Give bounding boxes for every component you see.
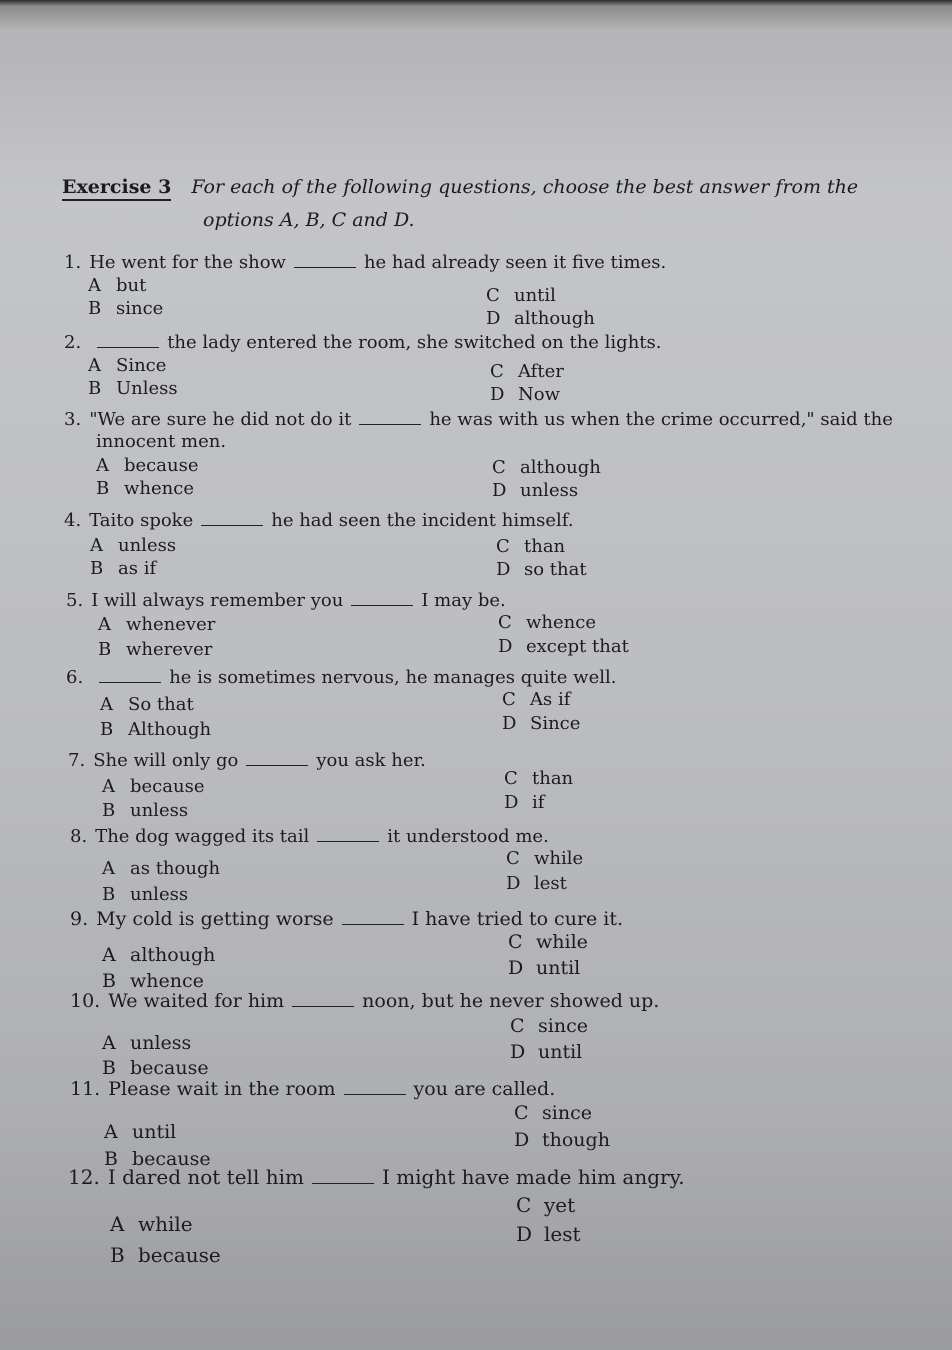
option-text: Since — [530, 713, 581, 734]
option-text: whenever — [126, 614, 216, 635]
question-5-option-b — [98, 639, 212, 660]
exercise-label: Exercise 3 — [62, 176, 171, 201]
question-2-option-b — [88, 378, 178, 399]
option-letter: B — [88, 298, 102, 319]
option-text: while — [138, 1212, 193, 1236]
option-text: wherever — [126, 639, 213, 660]
option-letter: D — [504, 792, 519, 813]
option-text: although — [514, 308, 595, 329]
question-11-blank — [344, 1093, 406, 1095]
question-11-number: 11. — [70, 1078, 101, 1100]
question-7-option-c — [504, 768, 573, 789]
option-letter: C — [514, 1102, 529, 1124]
option-text: so that — [524, 559, 587, 580]
option-letter: D — [498, 636, 513, 657]
option-letter: A — [102, 944, 116, 966]
question-10-option-d — [510, 1041, 582, 1063]
question-7-option-a — [102, 776, 204, 797]
option-text: because — [132, 1148, 211, 1170]
question-3-option-b — [96, 478, 194, 499]
question-6-option-d — [502, 713, 580, 734]
option-letter: A — [96, 455, 109, 476]
option-letter: A — [102, 776, 115, 797]
option-text: though — [542, 1129, 610, 1151]
question-10-option-c — [510, 1015, 588, 1037]
option-text: yet — [544, 1193, 576, 1217]
question-9-number: 9. — [70, 908, 89, 930]
question-8-text-after: it understood me. — [387, 826, 549, 847]
question-8-blank — [317, 840, 379, 842]
option-text: because — [124, 455, 199, 476]
question-3-number: 3. — [64, 409, 82, 430]
exercise-header — [62, 176, 862, 231]
option-letter: C — [496, 536, 510, 557]
question-5-blank — [351, 604, 413, 606]
option-text: After — [518, 361, 564, 382]
question-4-text-after: he had seen the incident himself. — [271, 510, 574, 531]
instruction-line-2: options A, B, C and D. — [203, 209, 415, 231]
option-letter: A — [88, 355, 101, 376]
option-text: Although — [128, 719, 212, 740]
question-9-blank — [342, 923, 404, 925]
option-text: unless — [130, 884, 189, 905]
question-12-stem — [68, 1165, 685, 1189]
question-7-option-d — [504, 792, 544, 813]
question-4-option-d — [496, 559, 587, 580]
option-letter: A — [102, 1032, 116, 1054]
question-11-option-d — [514, 1129, 610, 1151]
question-5-option-d — [498, 636, 629, 657]
option-letter: B — [102, 800, 116, 821]
question-3-option-a — [96, 455, 198, 476]
question-3-stem — [64, 409, 893, 430]
question-2-number: 2. — [64, 332, 82, 353]
option-text: as though — [130, 858, 221, 879]
option-letter: C — [504, 768, 518, 789]
question-5-text-after: I may be. — [421, 590, 506, 611]
option-text: while — [536, 931, 588, 953]
option-letter: B — [96, 478, 110, 499]
option-text: because — [138, 1243, 221, 1267]
question-1-option-c — [486, 285, 556, 306]
question-4-text-before: Taito spoke — [89, 510, 194, 531]
question-5-option-c — [498, 612, 596, 633]
question-6-option-c — [502, 689, 570, 710]
question-8-option-a — [102, 858, 220, 879]
option-letter: B — [102, 884, 116, 905]
option-letter: D — [514, 1129, 530, 1151]
option-text: So that — [128, 694, 194, 715]
option-letter: C — [498, 612, 512, 633]
instruction-line-1: For each of the following questions, choose the best answer from the — [191, 176, 859, 198]
question-11-text-before: Please wait in the room — [108, 1078, 336, 1100]
option-letter: D — [510, 1041, 526, 1063]
question-5-number: 5. — [66, 590, 84, 611]
option-letter: B — [102, 1057, 116, 1079]
question-7-text-after: you ask her. — [316, 750, 426, 771]
question-5-text-before: I will always remember you — [91, 590, 344, 611]
option-letter: A — [110, 1212, 125, 1236]
option-text: until — [536, 957, 581, 979]
option-text: unless — [118, 535, 177, 556]
question-3-text-before: "We are sure he did not do it — [89, 409, 352, 430]
option-text: but — [116, 275, 147, 296]
option-letter: A — [98, 614, 111, 635]
question-7-option-b — [102, 800, 188, 821]
option-letter: B — [88, 378, 102, 399]
option-text: As if — [530, 689, 571, 710]
option-text: lest — [534, 873, 567, 894]
option-letter: C — [486, 285, 500, 306]
option-letter: C — [492, 457, 506, 478]
option-text: since — [538, 1015, 588, 1037]
option-letter: C — [508, 931, 523, 953]
option-text: lest — [544, 1222, 581, 1246]
question-6-stem — [66, 667, 616, 688]
option-text: unless — [130, 1032, 192, 1054]
question-4-blank — [201, 524, 263, 526]
question-2-option-c — [490, 361, 564, 382]
option-letter: D — [502, 713, 517, 734]
option-letter: B — [110, 1243, 125, 1267]
option-letter: D — [516, 1222, 533, 1246]
option-letter: C — [506, 848, 520, 869]
question-2-option-a — [88, 355, 166, 376]
question-1-option-a — [88, 275, 146, 296]
question-8-option-d — [506, 873, 567, 894]
question-8-number: 8. — [70, 826, 88, 847]
option-text: since — [542, 1102, 592, 1124]
option-text: unless — [130, 800, 189, 821]
option-text: than — [524, 536, 566, 557]
question-6-option-b — [100, 719, 211, 740]
question-9-option-a — [102, 944, 215, 966]
option-text: until — [514, 285, 556, 306]
question-12-number: 12. — [68, 1165, 100, 1189]
question-1-stem — [64, 252, 666, 273]
question-3-continuation: innocent men. — [96, 431, 227, 452]
option-letter: B — [104, 1148, 118, 1170]
option-letter: C — [502, 689, 516, 710]
question-4-number: 4. — [64, 510, 82, 531]
question-2-text-after: the lady entered the room, she switched on the lights. — [167, 332, 662, 353]
option-letter: B — [90, 558, 104, 579]
question-2-stem — [64, 332, 662, 353]
option-text: because — [130, 1057, 209, 1079]
question-10-text-before: We waited for him — [108, 990, 285, 1012]
option-letter: B — [98, 639, 112, 660]
question-3-blank — [359, 423, 421, 425]
option-letter: D — [496, 559, 511, 580]
question-12-option-d — [516, 1222, 581, 1246]
option-letter: A — [102, 858, 115, 879]
question-11-text-after: you are called. — [413, 1078, 556, 1100]
option-text: unless — [520, 480, 579, 501]
question-7-number: 7. — [68, 750, 86, 771]
option-letter: D — [492, 480, 507, 501]
question-7-text-before: She will only go — [93, 750, 239, 771]
option-letter: C — [510, 1015, 525, 1037]
question-9-text-after: I have tried to cure it. — [411, 908, 624, 930]
question-10-stem — [70, 990, 659, 1012]
option-text: since — [116, 298, 164, 319]
option-text: if — [532, 792, 545, 813]
question-9-stem — [70, 908, 623, 930]
question-12-text-after: I might have made him angry. — [381, 1165, 685, 1189]
question-1-number: 1. — [64, 252, 82, 273]
option-text: Unless — [116, 378, 178, 399]
option-letter: D — [508, 957, 524, 979]
question-1-option-b — [88, 298, 163, 319]
question-9-text-before: My cold is getting worse — [96, 908, 334, 930]
option-text: while — [534, 848, 584, 869]
question-12-option-b — [110, 1243, 221, 1267]
question-10-blank — [292, 1005, 354, 1007]
question-6-blank — [99, 681, 161, 683]
question-9-option-c — [508, 931, 588, 953]
option-letter: D — [486, 308, 501, 329]
option-letter: C — [516, 1193, 532, 1217]
option-letter: A — [88, 275, 101, 296]
question-12-option-a — [110, 1212, 193, 1236]
question-4-stem — [64, 510, 574, 531]
option-letter: A — [90, 535, 103, 556]
question-8-option-b — [102, 884, 188, 905]
question-12-text-before: I dared not tell him — [107, 1165, 304, 1189]
question-12-blank — [312, 1182, 374, 1184]
question-1-option-d — [486, 308, 595, 329]
question-6-text-after: he is sometimes nervous, he manages quite well. — [169, 667, 617, 688]
option-text: except that — [526, 636, 629, 657]
question-4-option-c — [496, 536, 565, 557]
option-text: whence — [130, 970, 204, 992]
question-3-text-after: he was with us when the crime occurred," said the — [429, 409, 893, 430]
option-letter: A — [100, 694, 113, 715]
question-1-text-before: He went for the show — [89, 252, 286, 273]
question-6-option-a — [100, 694, 194, 715]
question-10-number: 10. — [70, 990, 101, 1012]
question-1-text-after: he had already seen it five times. — [363, 252, 667, 273]
option-text: as if — [118, 558, 157, 579]
option-text: because — [130, 776, 205, 797]
question-8-option-c — [506, 848, 583, 869]
option-letter: D — [506, 873, 521, 894]
question-12-option-c — [516, 1193, 575, 1217]
option-text: although — [520, 457, 601, 478]
option-letter: C — [490, 361, 504, 382]
question-11-stem — [70, 1078, 555, 1100]
question-3-option-c — [492, 457, 601, 478]
question-3-option-d — [492, 480, 578, 501]
question-8-text-before: The dog wagged its tail — [95, 826, 310, 847]
question-7-blank — [246, 764, 308, 766]
question-2-blank — [97, 346, 159, 348]
option-text: until — [132, 1121, 177, 1143]
option-letter: B — [102, 970, 116, 992]
option-text: whence — [124, 478, 194, 499]
question-9-option-b — [102, 970, 204, 992]
question-7-stem — [68, 750, 426, 771]
option-letter: B — [100, 719, 114, 740]
question-6-number: 6. — [66, 667, 84, 688]
question-8-stem — [70, 826, 549, 847]
option-text: whence — [526, 612, 596, 633]
question-5-option-a — [98, 614, 215, 635]
option-text: Since — [116, 355, 167, 376]
option-text: than — [532, 768, 574, 789]
question-11-option-a — [104, 1121, 176, 1143]
question-5-stem — [66, 590, 506, 611]
question-9-option-d — [508, 957, 580, 979]
question-11-option-c — [514, 1102, 592, 1124]
question-2-option-d — [490, 384, 560, 405]
option-text: until — [538, 1041, 583, 1063]
question-10-text-after: noon, but he never showed up. — [362, 990, 660, 1012]
question-10-option-b — [102, 1057, 209, 1079]
option-text: Now — [518, 384, 560, 405]
question-4-option-a — [90, 535, 176, 556]
option-letter: A — [104, 1121, 118, 1143]
option-letter: D — [490, 384, 505, 405]
option-text: although — [130, 944, 216, 966]
question-10-option-a — [102, 1032, 191, 1054]
question-4-option-b — [90, 558, 156, 579]
question-1-blank — [294, 266, 356, 268]
